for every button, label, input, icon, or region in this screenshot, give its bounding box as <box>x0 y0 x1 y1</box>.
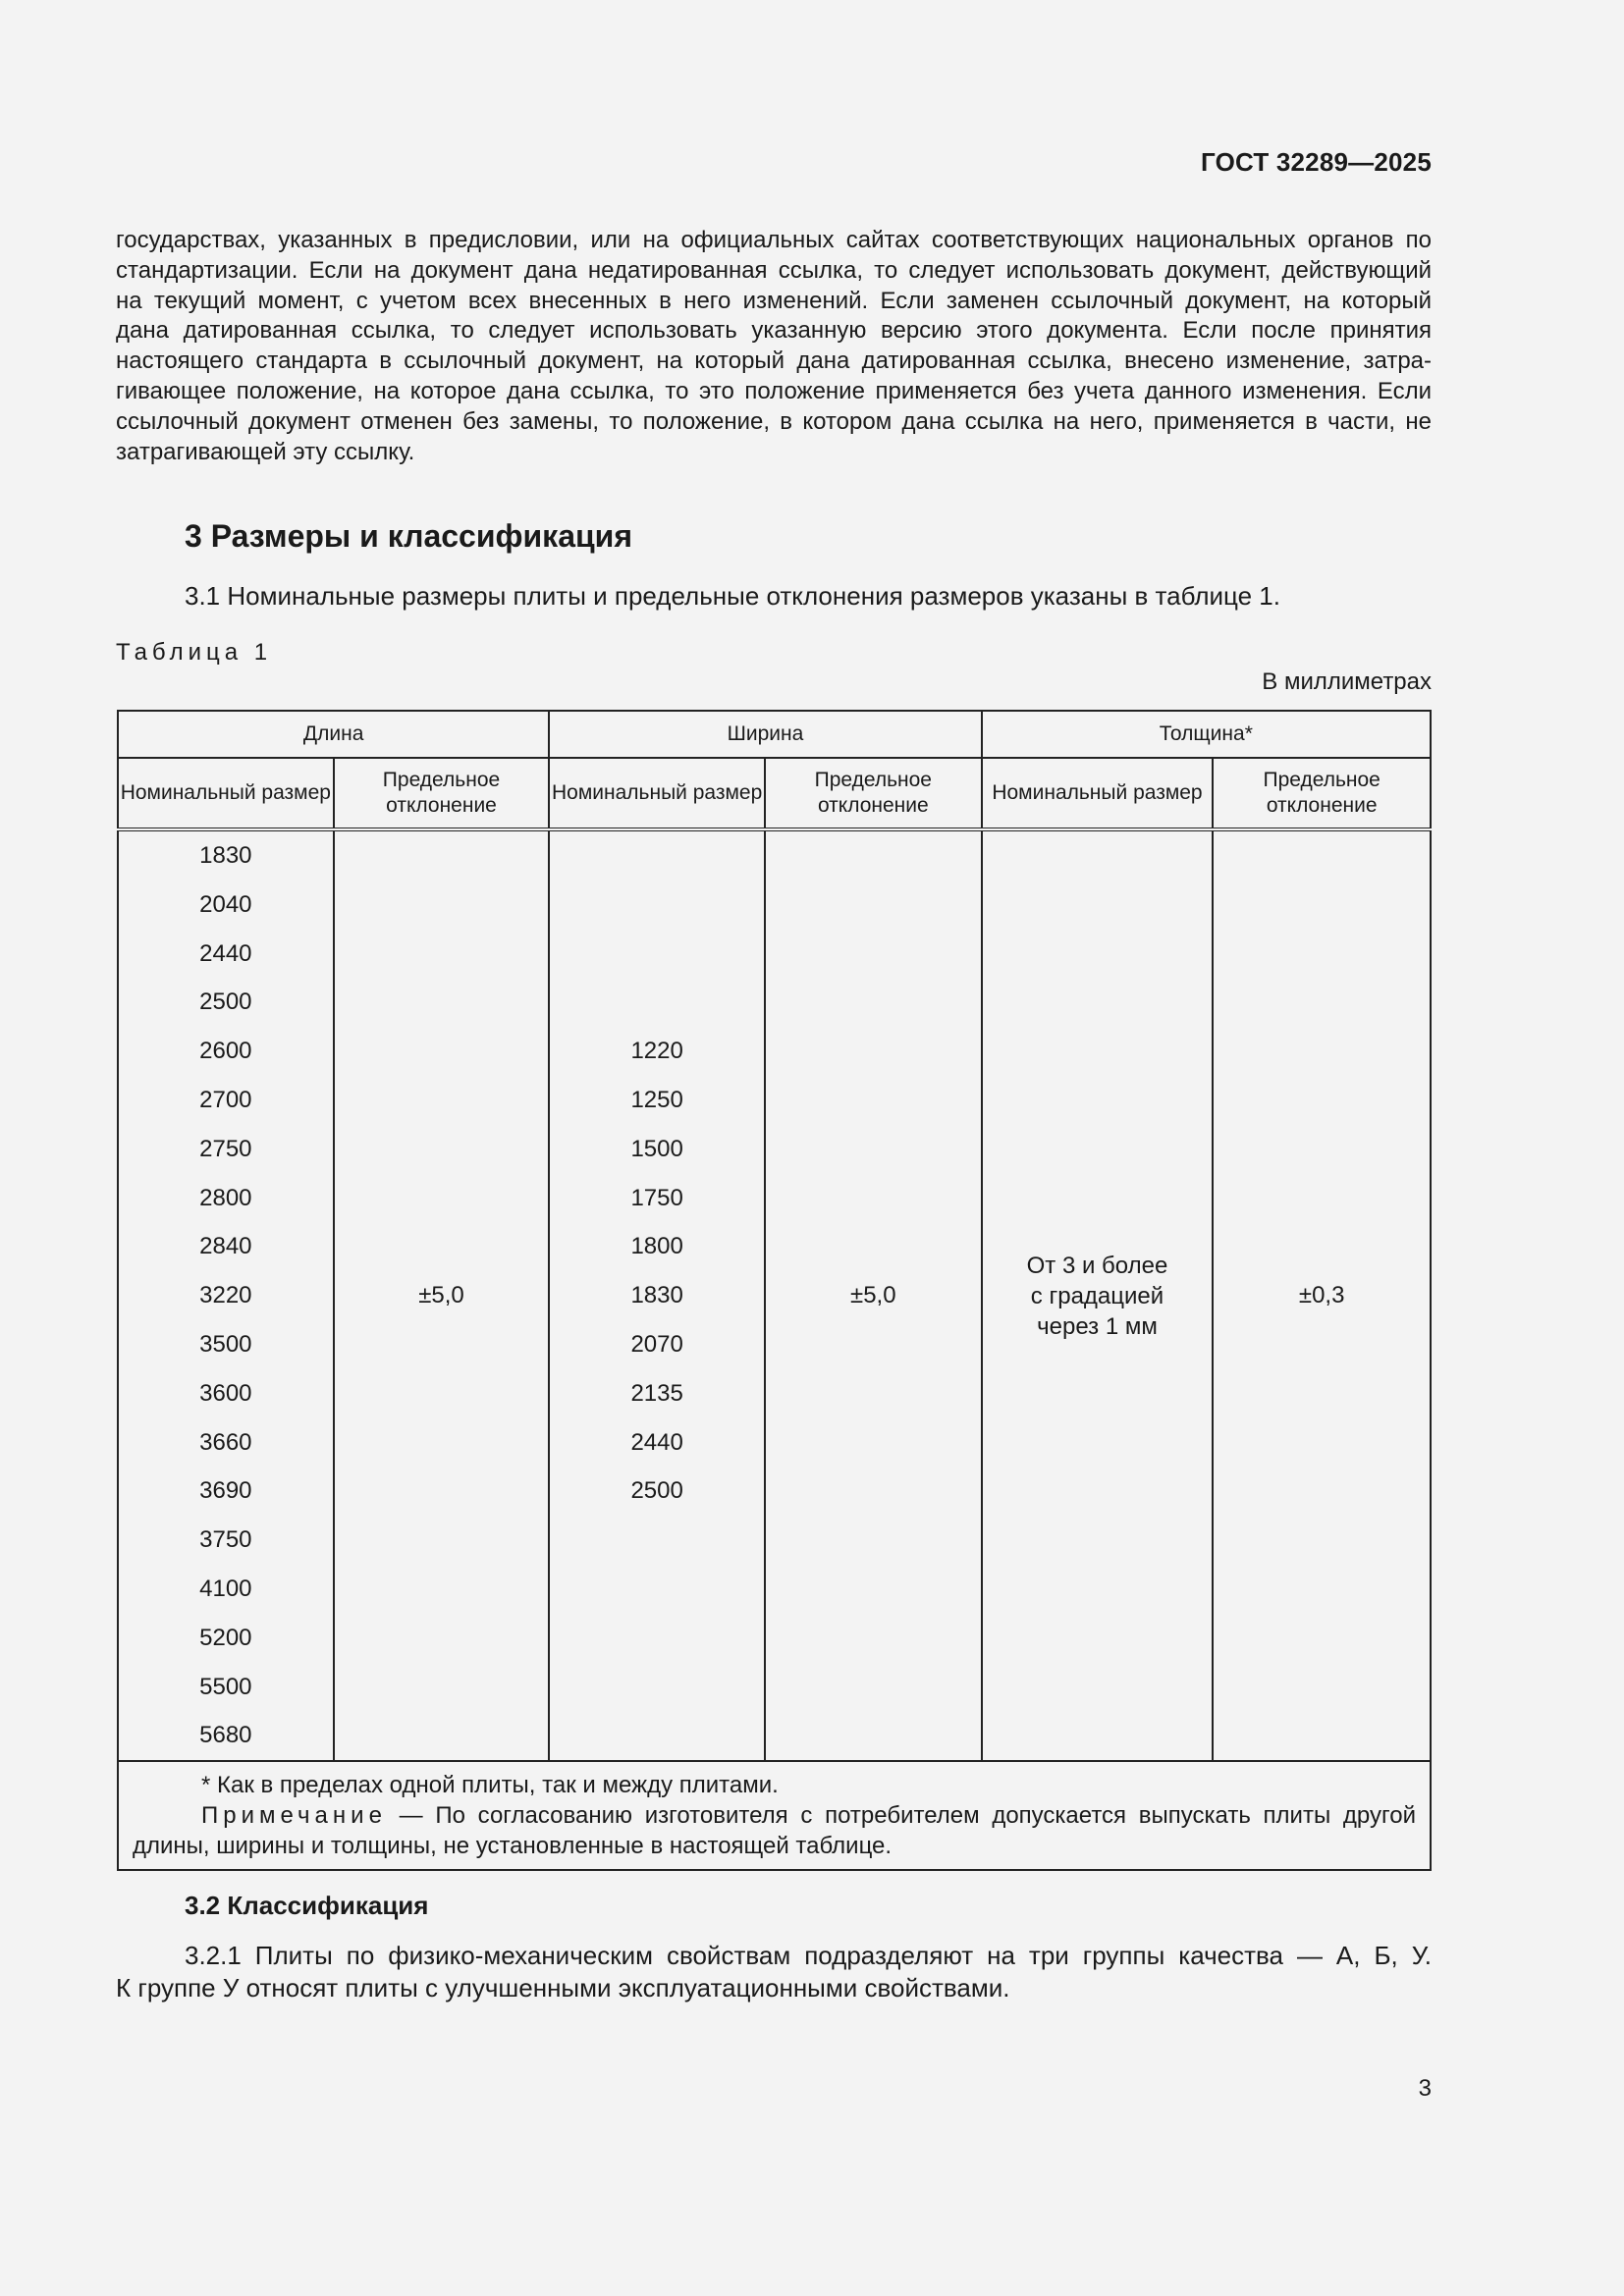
length-value: 3750 <box>199 1526 252 1554</box>
width-value: 1830 <box>630 1282 683 1309</box>
length-value: 2600 <box>199 1038 252 1065</box>
document-id: ГОСТ 32289—2025 <box>1201 147 1432 177</box>
intro-line: дана датированная ссылка, то следует использовать указанную версию этого документа. Если после принятия <box>116 317 1432 345</box>
paragraph-line: 3.2.1 Плиты по физико-механическим свойствам подразделяют на три группы качества — А, Б, У. <box>185 1941 1432 1970</box>
note-label: Примечание <box>201 1802 387 1830</box>
intro-paragraph <box>116 226 1432 467</box>
thickness-deviation-cell: ±0,3 <box>1213 829 1431 1761</box>
subsection-title: 3.2 Классификация <box>185 1891 429 1920</box>
length-value: 2840 <box>199 1233 252 1260</box>
paragraph-3-2-1 <box>116 1940 1432 2004</box>
intro-line: ссылочный документ отменен без замены, то положение, в котором дана ссылка на него, применяется в части, не <box>116 407 1432 435</box>
width-values-list <box>550 831 764 1516</box>
intro-line: гивающее положение, на которое дана ссылка, то это положение применяется без учета данного изменения. Если <box>116 377 1432 404</box>
width-value: 1250 <box>630 1086 683 1113</box>
length-value: 1830 <box>199 842 252 869</box>
length-value: 3660 <box>199 1428 252 1456</box>
dimensions-table <box>117 710 1432 1871</box>
subheader-nominal: Номинальный размер <box>549 758 765 829</box>
length-value: 2800 <box>199 1184 252 1211</box>
length-value: 4100 <box>199 1575 252 1602</box>
width-value: 1500 <box>630 1135 683 1162</box>
width-value: 2440 <box>630 1428 683 1456</box>
length-value: 2500 <box>199 988 252 1016</box>
length-value: 3220 <box>199 1282 252 1309</box>
subheader-deviation: Предельное отклонение <box>1213 758 1431 829</box>
table-footnote: * Как в пределах одной плиты, так и между плитами. <box>201 1772 779 1799</box>
width-value: 1220 <box>630 1038 683 1065</box>
length-values-list <box>119 831 333 1760</box>
length-value: 5500 <box>199 1673 252 1700</box>
length-value: 5680 <box>199 1722 252 1749</box>
length-nominal-cell <box>118 829 334 1761</box>
subheader-deviation: Предельное отклонение <box>334 758 550 829</box>
intro-line: государствах, указанных в предисловии, или на официальных сайтах соответствующих национальных органов по <box>116 227 1432 253</box>
table-note <box>133 1800 1416 1861</box>
length-deviation-cell: ±5,0 <box>334 829 550 1761</box>
length-value: 2440 <box>199 939 252 967</box>
length-value: 2750 <box>199 1135 252 1162</box>
length-value: 2040 <box>199 890 252 918</box>
group-header-thickness: Толщина* <box>982 711 1431 758</box>
width-nominal-cell <box>549 829 765 1761</box>
width-value: 1750 <box>630 1184 683 1211</box>
width-value: 2500 <box>630 1477 683 1505</box>
note-text: — По согласованию изготовителя с потребителем допускается выпускать плиты другой длины, ширины и толщины, не установленные в настоящей таблице. <box>133 1802 1416 1860</box>
thickness-nominal-cell <box>982 829 1214 1761</box>
width-value: 1800 <box>630 1233 683 1260</box>
table-units: В миллиметрах <box>1262 668 1432 695</box>
intro-line: на текущий момент, с учетом всех внесенных в него изменений. Если заменен ссылочный документ, на который <box>116 287 1432 314</box>
table-label: Таблица 1 <box>116 639 273 666</box>
paragraph-3-1: 3.1 Номинальные размеры плиты и предельные отклонения размеров указаны в таблице 1. <box>185 581 1280 611</box>
section-title: 3 Размеры и классификация <box>185 518 632 554</box>
intro-line: стандартизации. Если на документ дана недатированная ссылка, то следует использовать документ, действующий <box>116 256 1432 284</box>
paragraph-line: К группе У относят плиты с улучшенными эксплуатационными свойствами. <box>116 1973 1010 2002</box>
table-footer <box>118 1761 1431 1870</box>
length-value: 3690 <box>199 1477 252 1505</box>
subheader-nominal: Номинальный размер <box>982 758 1214 829</box>
length-value: 2700 <box>199 1086 252 1113</box>
width-value: 2070 <box>630 1330 683 1358</box>
subheader-deviation: Предельное отклонение <box>765 758 982 829</box>
group-header-width: Ширина <box>549 711 981 758</box>
length-value: 3600 <box>199 1379 252 1407</box>
length-value: 3500 <box>199 1330 252 1358</box>
group-header-length: Длина <box>118 711 549 758</box>
thickness-nominal-text: От 3 и более с градацией через 1 мм <box>1026 1252 1168 1340</box>
intro-line: затрагивающей эту ссылку. <box>116 438 415 465</box>
subheader-nominal: Номинальный размер <box>118 758 334 829</box>
width-value: 2135 <box>630 1379 683 1407</box>
width-deviation-cell: ±5,0 <box>765 829 982 1761</box>
intro-line: настоящего стандарта в ссылочный документ, на который дана датированная ссылка, внесено изменение, затра- <box>116 347 1432 375</box>
length-value: 5200 <box>199 1624 252 1651</box>
page-number: 3 <box>1418 2075 1432 2102</box>
